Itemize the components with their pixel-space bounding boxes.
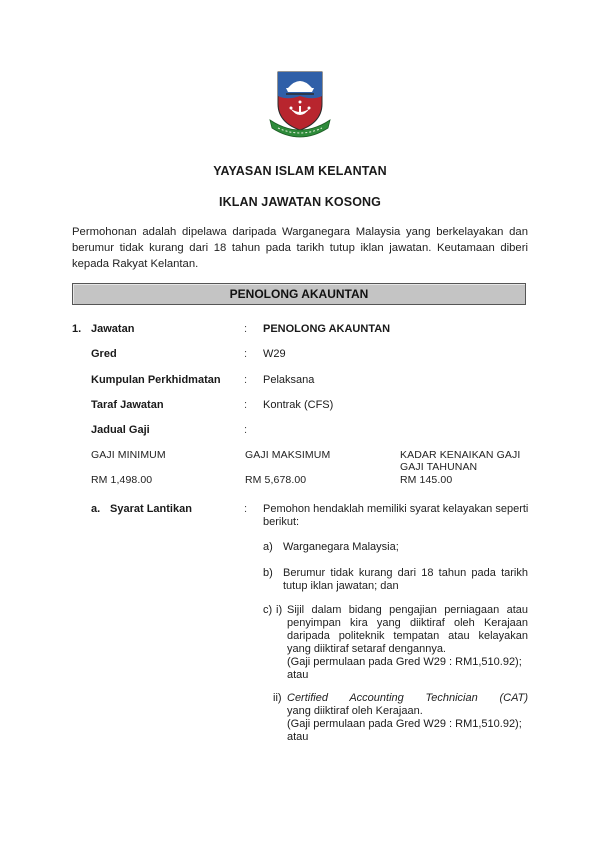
section-title: PENOLONG AKAUNTAN (229, 287, 369, 301)
syarat-item-c-i-connector: atau (287, 669, 309, 681)
salary-value-maximum: RM 5,678.00 (245, 474, 307, 486)
salary-value-minimum: RM 1,498.00 (91, 474, 153, 486)
item-number: 1. (72, 323, 82, 335)
syarat-item-c-ii-connector: atau (287, 731, 309, 743)
organization-name: YAYASAN ISLAM KELANTAN (213, 164, 387, 178)
syarat-item-c-i-salary-note: (Gaji permulaan pada Gred W29 : RM1,510.92); (287, 656, 522, 668)
salary-header-increment-line2: GAJI TAHUNAN (400, 461, 478, 473)
field-separator: : (244, 374, 248, 386)
syarat-item-b-text: Berumur tidak kurang dari 18 tahun pada tarikh tutup iklan jawatan; dan (283, 567, 528, 592)
syarat-item-b-marker: b) (263, 567, 273, 579)
syarat-item-c-ii-text-block (287, 692, 528, 718)
field-label-gred: Gred (91, 348, 117, 360)
field-value-taraf-jawatan: Kontrak (CFS) (263, 399, 334, 411)
syarat-item-a-marker: a) (263, 541, 273, 553)
field-value-kumpulan-perkhidmatan: Pelaksana (263, 374, 315, 386)
document-heading: IKLAN JAWATAN KOSONG (219, 195, 381, 209)
organization-logo (266, 68, 334, 140)
syarat-item-c-ii-text: yang diiktiraf oleh Kerajaan. (287, 705, 423, 717)
field-separator: : (244, 424, 248, 436)
field-label-kumpulan-perkhidmatan: Kumpulan Perkhidmatan (91, 374, 221, 386)
syarat-intro: Pemohon hendaklah memiliki syarat kelayakan seperti berikut: (263, 503, 529, 528)
field-separator: : (244, 399, 248, 411)
yayasan-islam-kelantan-crest-icon (266, 68, 334, 140)
field-value-jawatan: PENOLONG AKAUNTAN (263, 323, 391, 335)
syarat-item-c-ii-italic: Certified Accounting Technician (CAT) (287, 692, 528, 704)
syarat-label: Syarat Lantikan (110, 503, 192, 515)
syarat-item-c-ii-salary-note: (Gaji permulaan pada Gred W29 : RM1,510.92); (287, 718, 522, 730)
syarat-item-c-ii-marker: ii) (273, 692, 282, 704)
field-label-jadual-gaji: Jadual Gaji (91, 424, 150, 436)
field-label-jawatan: Jawatan (91, 323, 135, 335)
section-header-bar (72, 283, 526, 305)
syarat-item-c-i-marker: i) (276, 604, 283, 616)
field-separator: : (244, 348, 248, 360)
intro-paragraph: Permohonan adalah dipelawa daripada Warganegara Malaysia yang berkelayakan dan berumur tidak kurang dari 18 tahun pada tarikh tutup iklan jawatan. Keutamaan diberi kepada Rakyat Kelantan. (72, 226, 528, 270)
salary-value-increment: RM 145.00 (400, 474, 453, 486)
salary-header-maximum: GAJI MAKSIMUM (245, 449, 331, 461)
field-value-gred: W29 (263, 348, 286, 360)
syarat-item-c-marker: c) (263, 604, 273, 616)
salary-header-minimum: GAJI MINIMUM (91, 449, 166, 461)
syarat-marker: a. (91, 503, 101, 515)
salary-header-increment: KADAR KENAIKAN GAJI (400, 449, 521, 461)
field-separator: : (244, 323, 248, 335)
syarat-item-a-text: Warganegara Malaysia; (283, 541, 399, 553)
field-label-taraf-jawatan: Taraf Jawatan (91, 399, 164, 411)
syarat-item-c-i-text: Sijil dalam bidang pengajian perniagaan atau penyimpan kira yang diiktiraf oleh Kerajaan daripada politeknik tempatan atau kelayakan yang diiktiraf setaraf dengannya. (287, 604, 528, 655)
field-separator: : (244, 503, 248, 515)
